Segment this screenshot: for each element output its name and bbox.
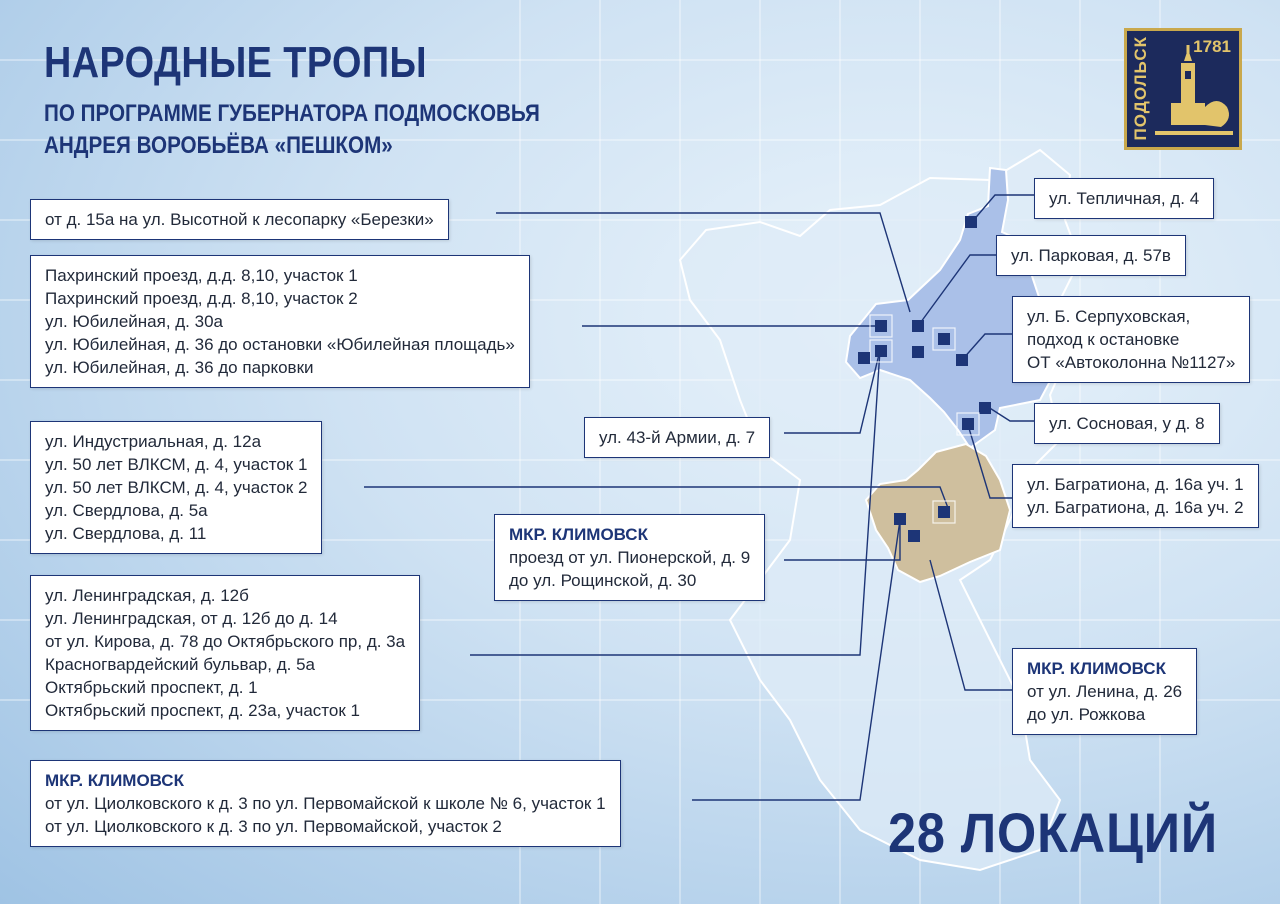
district-header: МКР. КЛИМОВСК (509, 525, 648, 544)
location-text: ул. Парковая, д. 57в (1011, 246, 1171, 265)
location-text: Октябрьский проспект, д. 23а, участок 1 (45, 701, 360, 720)
district-header: МКР. КЛИМОВСК (45, 771, 184, 790)
location-text: ул. Багратиона, д. 16а уч. 1 (1027, 475, 1244, 494)
location-text: подход к остановке (1027, 330, 1180, 349)
location-box-vysotnaya (30, 199, 449, 240)
location-text: до ул. Рощинской, д. 30 (509, 571, 697, 590)
location-text: ул. Индустриальная, д. 12а (45, 432, 262, 451)
location-text: ул. 43-й Армии, д. 7 (599, 428, 756, 447)
location-box-lenina (1012, 648, 1197, 735)
location-text: ул. Свердлова, д. 11 (45, 524, 207, 543)
location-text: ул. Сосновая, у д. 8 (1049, 414, 1205, 433)
location-text: ул. Свердлова, д. 5а (45, 501, 208, 520)
location-text: от ул. Циолковского к д. 3 по ул. Первомайской к школе № 6, участок 1 (45, 794, 606, 813)
location-text: ул. Тепличная, д. 4 (1049, 189, 1200, 208)
location-text: от ул. Циолковского к д. 3 по ул. Первомайской, участок 2 (45, 817, 502, 836)
location-text: ул. Ленинградская, от д. 12б до д. 14 (45, 609, 338, 628)
district-header: МКР. КЛИМОВСК (1027, 659, 1166, 678)
subtitle-line: АНДРЕЯ ВОРОБЬЁВА «ПЕШКОМ» (44, 132, 393, 159)
emblem-year: 1781 (1193, 37, 1231, 56)
location-text: Пахринский проезд, д.д. 8,10, участок 2 (45, 289, 358, 308)
location-box-tsiolkovskogo (30, 760, 621, 847)
subtitle-line: ПО ПРОГРАММЕ ГУБЕРНАТОРА ПОДМОСКОВЬЯ (44, 100, 540, 127)
location-box-pakhrinsky (30, 255, 530, 388)
location-text: ул. Б. Серпуховская, (1027, 307, 1191, 326)
location-box-teplichnaya (1034, 178, 1214, 219)
location-box-armii43 (584, 417, 770, 458)
location-text: Пахринский проезд, д.д. 8,10, участок 1 (45, 266, 358, 285)
location-text: ОТ «Автоколонна №1127» (1027, 353, 1236, 372)
page-title: НАРОДНЫЕ ТРОПЫ (44, 38, 427, 87)
tower-icon (1151, 45, 1237, 141)
locations-count: 28 ЛОКАЦИЙ (888, 801, 1219, 864)
emblem-city-name: ПОДОЛЬСК (1131, 36, 1150, 141)
location-box-serpukhovskaya (1012, 296, 1250, 383)
location-text: ул. Юбилейная, д. 30а (45, 312, 223, 331)
location-box-sosnovaya (1034, 403, 1220, 444)
location-text: ул. Багратиона, д. 16а уч. 2 (1027, 498, 1244, 517)
location-text: Красногвардейский бульвар, д. 5а (45, 655, 315, 674)
location-text: от ул. Ленина, д. 26 (1027, 682, 1183, 701)
location-text: ул. Юбилейная, д. 36 до остановки «Юбилейная площадь» (45, 335, 515, 354)
location-text: ул. 50 лет ВЛКСМ, д. 4, участок 1 (45, 455, 308, 474)
location-text: Октябрьский проспект, д. 1 (45, 678, 258, 697)
page-subtitle (44, 98, 540, 162)
location-box-parkovaya (996, 235, 1186, 276)
location-text: проезд от ул. Пионерской, д. 9 (509, 548, 751, 567)
location-text: от ул. Кирова, д. 78 до Октябрьского пр, д. 3а (45, 632, 406, 651)
location-text: от д. 15а на ул. Высотной к лесопарку «Березки» (45, 210, 434, 229)
location-box-industrialnaya (30, 421, 322, 554)
location-box-bagrationa (1012, 464, 1259, 528)
location-box-leningradskaya (30, 575, 420, 731)
location-text: ул. 50 лет ВЛКСМ, д. 4, участок 2 (45, 478, 308, 497)
location-text: ул. Юбилейная, д. 36 до парковки (45, 358, 314, 377)
location-text: до ул. Рожкова (1027, 705, 1146, 724)
location-text: ул. Ленинградская, д. 12б (45, 586, 249, 605)
city-emblem (1124, 28, 1242, 150)
location-box-pionerskaya (494, 514, 765, 601)
